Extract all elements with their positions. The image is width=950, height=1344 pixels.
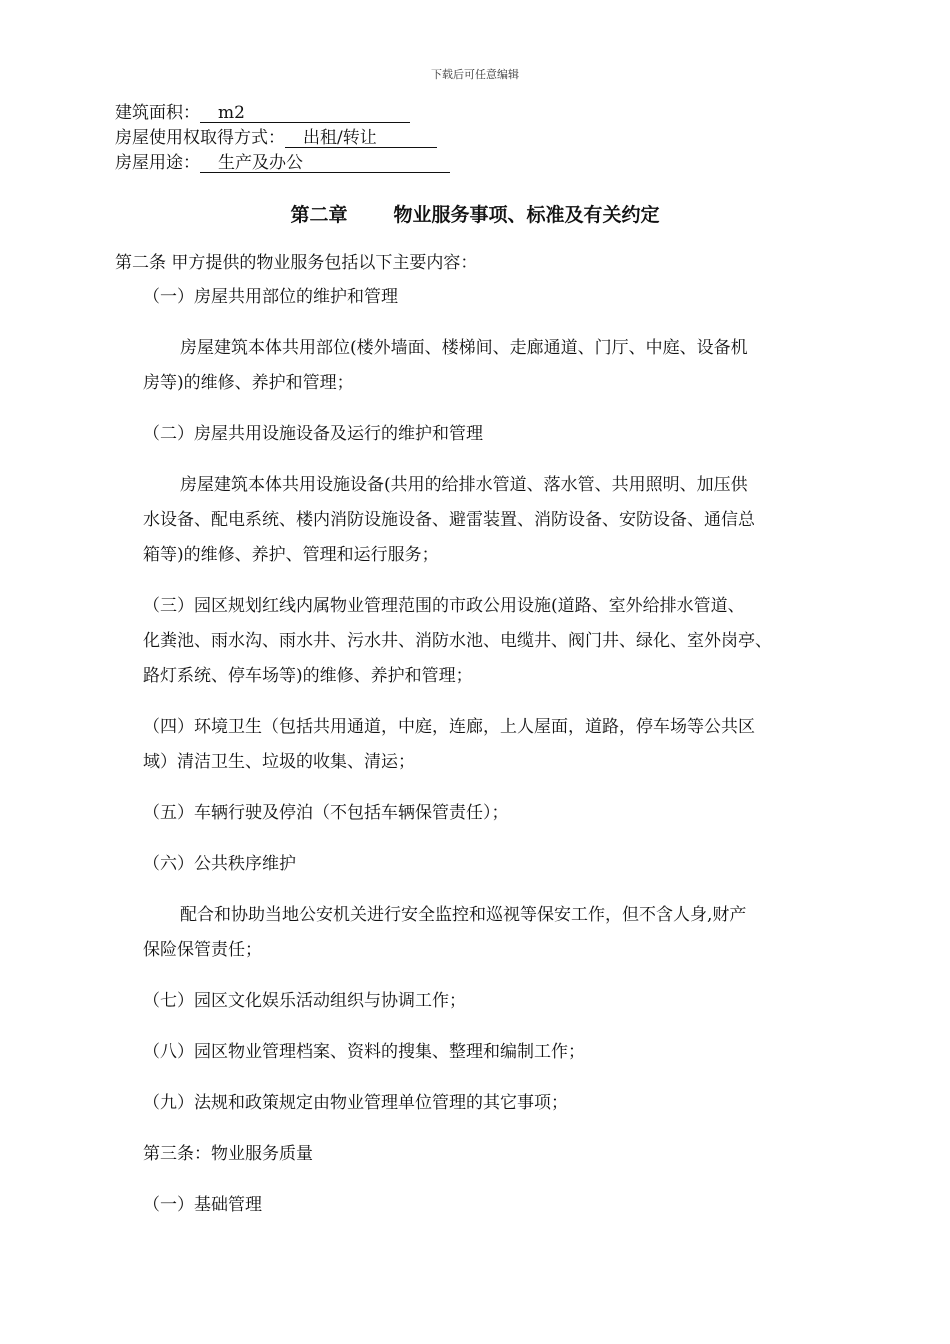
page-header: 下载后可任意编辑 — [431, 68, 519, 81]
item-6-body-cont: 保险保管责任； — [143, 940, 262, 960]
item-2-body-cont: 水设备、配电系统、楼内消防设施设备、避雷装置、消防设备、安防设备、通信总 — [143, 510, 755, 530]
chapter-number: 第二章 — [290, 204, 348, 226]
area-field — [115, 102, 410, 124]
item-1-body-cont: 房等)的维修、养护和管理； — [143, 373, 354, 393]
item-5-heading: （五）车辆行驶及停泊（不包括车辆保管责任）； — [143, 803, 509, 823]
rights-value: 出租/转让 — [285, 129, 437, 148]
item-7-heading: （七）园区文化娱乐活动组织与协调工作； — [143, 991, 466, 1011]
item-3-body-cont: 化粪池、雨水沟、雨水井、污水井、消防水池、电缆井、阀门井、绿化、室外岗亭、 — [143, 631, 772, 651]
item-1-body: 房屋建筑本体共用部位(楼外墙面、楼梯间、走廊通道、门厅、中庭、设备机 — [180, 338, 748, 358]
article-2: 第二条 甲方提供的物业服务包括以下主要内容： — [115, 253, 478, 273]
item-8-heading: （八）园区物业管理档案、资料的搜集、整理和编制工作； — [143, 1042, 585, 1062]
item-1-heading: （一）房屋共用部位的维护和管理 — [143, 287, 398, 307]
article-3-item-1: （一）基础管理 — [143, 1195, 262, 1215]
area-label: 建筑面积： — [115, 103, 200, 123]
rights-label: 房屋使用权取得方式： — [115, 128, 285, 148]
article-3: 第三条：物业服务质量 — [143, 1144, 313, 1164]
chapter-heading — [0, 200, 950, 227]
item-2-body-cont: 箱等)的维修、养护、管理和运行服务； — [143, 545, 439, 565]
use-label: 房屋用途： — [115, 153, 200, 173]
chapter-title: 物业服务事项、标准及有关约定 — [393, 204, 660, 226]
item-9-heading: （九）法规和政策规定由物业管理单位管理的其它事项； — [143, 1093, 568, 1113]
item-4-body-cont: 域）清洁卫生、垃圾的收集、清运； — [143, 752, 415, 772]
item-6-body: 配合和协助当地公安机关进行安全监控和巡视等保安工作，但不含人身,财产 — [180, 905, 747, 925]
area-value: m2 — [200, 104, 410, 123]
rights-field — [115, 127, 437, 149]
item-3-heading: （三）园区规划红线内属物业管理范围的市政公用设施(道路、室外给排水管道、 — [143, 596, 745, 616]
item-3-body-cont: 路灯系统、停车场等)的维修、养护和管理； — [143, 666, 473, 686]
use-field — [115, 152, 450, 174]
item-4-heading: （四）环境卫生（包括共用通道，中庭，连廊，上人屋面，道路，停车场等公共区 — [143, 717, 755, 737]
item-2-heading: （二）房屋共用设施设备及运行的维护和管理 — [143, 424, 483, 444]
use-value: 生产及办公 — [200, 154, 450, 173]
item-2-body: 房屋建筑本体共用设施设备(共用的给排水管道、落水管、共用照明、加压供 — [180, 475, 748, 495]
item-6-heading: （六）公共秩序维护 — [143, 854, 296, 874]
